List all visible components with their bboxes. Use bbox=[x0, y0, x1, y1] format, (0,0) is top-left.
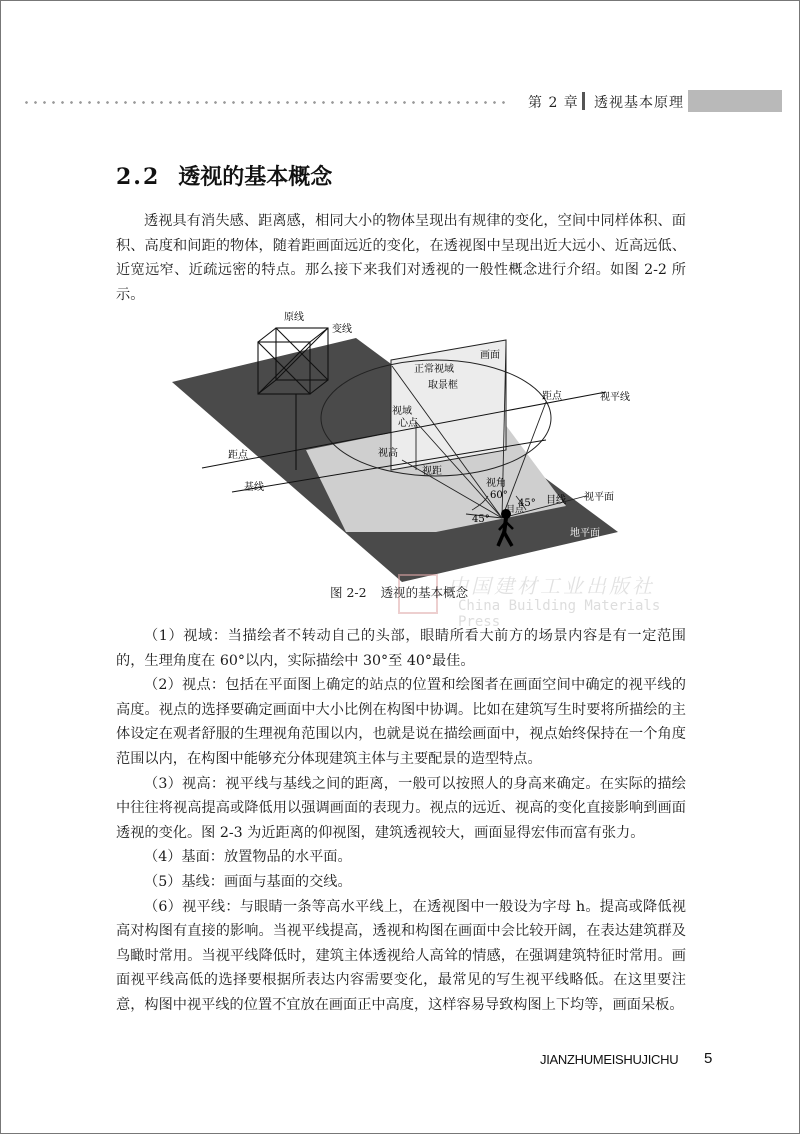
label-deg45-right: 45° bbox=[518, 498, 536, 509]
label-huamian: 画面 bbox=[480, 350, 500, 361]
label-xindian: 心点 bbox=[398, 418, 418, 429]
perspective-diagram bbox=[166, 300, 646, 582]
label-dipingmian: 地平面 bbox=[570, 528, 600, 539]
label-deg60: 60° bbox=[490, 490, 508, 501]
label-qujingkuang: 取景框 bbox=[428, 380, 458, 391]
list-item: （3）视高：视平线与基线之间的距离，一般可以按照人的身高来确定。在实际的描绘中往往将视高提高或降低用以强调画面的表现力。视点的远近、视高的变化直接影响到画面透视的变化。图 2-3 为近距离的仰视图，建筑透视较大，画面显得宏伟而富有张力。 bbox=[116, 775, 686, 841]
label-shigao: 视高 bbox=[378, 448, 398, 459]
list-item: （4）基面：放置物品的水平面。 bbox=[144, 849, 352, 866]
label-bianxian: 变线 bbox=[332, 324, 352, 335]
figure-caption-text: 透视的基本概念 bbox=[380, 585, 469, 600]
list-item: （6）视平线：与眼睛一条等高水平线上，在透视图中一般设为字母 h。提高或降低视高对构图有直接的影响。当视平线提高，透视和构图在画面中会比较开阔，在表达建筑群及鸟瞰时常用。当视平线降低时，建筑主体透视给人高耸的情感，在强调建筑特征时常用。画面视平线高低的选择要根据所表达内容需要变化，最常见的写生视平线略低。在这里要注意，构图中视平线的位置不宜放在画面正中高度，这样容易导致构图上下均等，画面呆板。 bbox=[116, 898, 686, 1013]
label-muxian: 目线 bbox=[546, 495, 566, 506]
label-shiju: 视距 bbox=[422, 466, 442, 477]
header-chapter-title: 透视基本原理 bbox=[594, 95, 684, 111]
label-mudian: 目点 bbox=[506, 505, 525, 515]
label-yuanxian: 原线 bbox=[284, 312, 304, 323]
label-zhengchang-shiyu: 正常视域 bbox=[414, 364, 454, 375]
figure-2-2 bbox=[166, 300, 646, 582]
intro-paragraph: 透视具有消失感、距离感，相同大小的物体呈现出有规律的变化，空间中同样体积、面积、高度和间距的物体，随着距画面远近的变化，在透视图中呈现出近大远小、近高远低、近宽远窄、近疏远密的特点。那么接下来我们对透视的一般性概念进行介绍。如图 2-2 所示。 bbox=[116, 213, 686, 303]
figure-caption bbox=[330, 583, 468, 601]
list-item: （2）视点：包括在平面图上确定的站点的位置和绘图者在画面空间中确定的视平线的高度。视点的选择要确定画面中大小比例在构图中协调。比如在建筑写生时要将所描绘的主体设定在观者舒服的生理视角范围以内，也就是说在描绘画面中，视点始终保持在一个角度范围以内，在构图中能够充分体现建筑主体与主要配景的造型特点。 bbox=[116, 677, 686, 767]
list-item: （1）视域：当描绘者不转动自己的头部，眼睛所看大前方的场景内容是有一定范围的，生理角度在 60°以内，实际描绘中 30°至 40°最佳。 bbox=[116, 628, 686, 669]
label-jixian: 基线 bbox=[244, 482, 264, 493]
section-heading bbox=[116, 160, 332, 191]
header-chapter: 第 2 章 bbox=[528, 95, 579, 111]
label-juli-dian-right: 距点 bbox=[542, 391, 562, 402]
label-deg45-left: 45° bbox=[472, 514, 490, 525]
label-juli-dian-left: 距点 bbox=[228, 450, 248, 461]
watermark-cn: 中国建材工业出版社 bbox=[448, 574, 655, 598]
list-item: （5）基线：画面与基面的交线。 bbox=[144, 873, 352, 890]
footer-book-title: JIANZHUMEISHUJICHU bbox=[540, 1052, 679, 1067]
page-number: 5 bbox=[704, 1050, 713, 1067]
header-separator bbox=[582, 92, 585, 110]
label-shipingmian: 视平面 bbox=[584, 492, 614, 503]
intro-block bbox=[116, 209, 686, 307]
header-gray-bar bbox=[688, 90, 782, 112]
watermark-en: China Building Materials Press bbox=[458, 598, 661, 630]
label-shiyu: 视域 bbox=[392, 406, 412, 417]
label-shijiao: 视角 bbox=[486, 478, 506, 489]
figure-number: 图 2-2 bbox=[330, 585, 367, 600]
running-header bbox=[0, 90, 800, 114]
header-dotted-rule bbox=[22, 101, 510, 104]
label-shipingxian: 视平线 bbox=[600, 392, 630, 403]
section-number: 2.2 bbox=[116, 164, 161, 190]
definition-list bbox=[116, 624, 686, 1018]
section-title: 透视的基本概念 bbox=[178, 164, 333, 190]
